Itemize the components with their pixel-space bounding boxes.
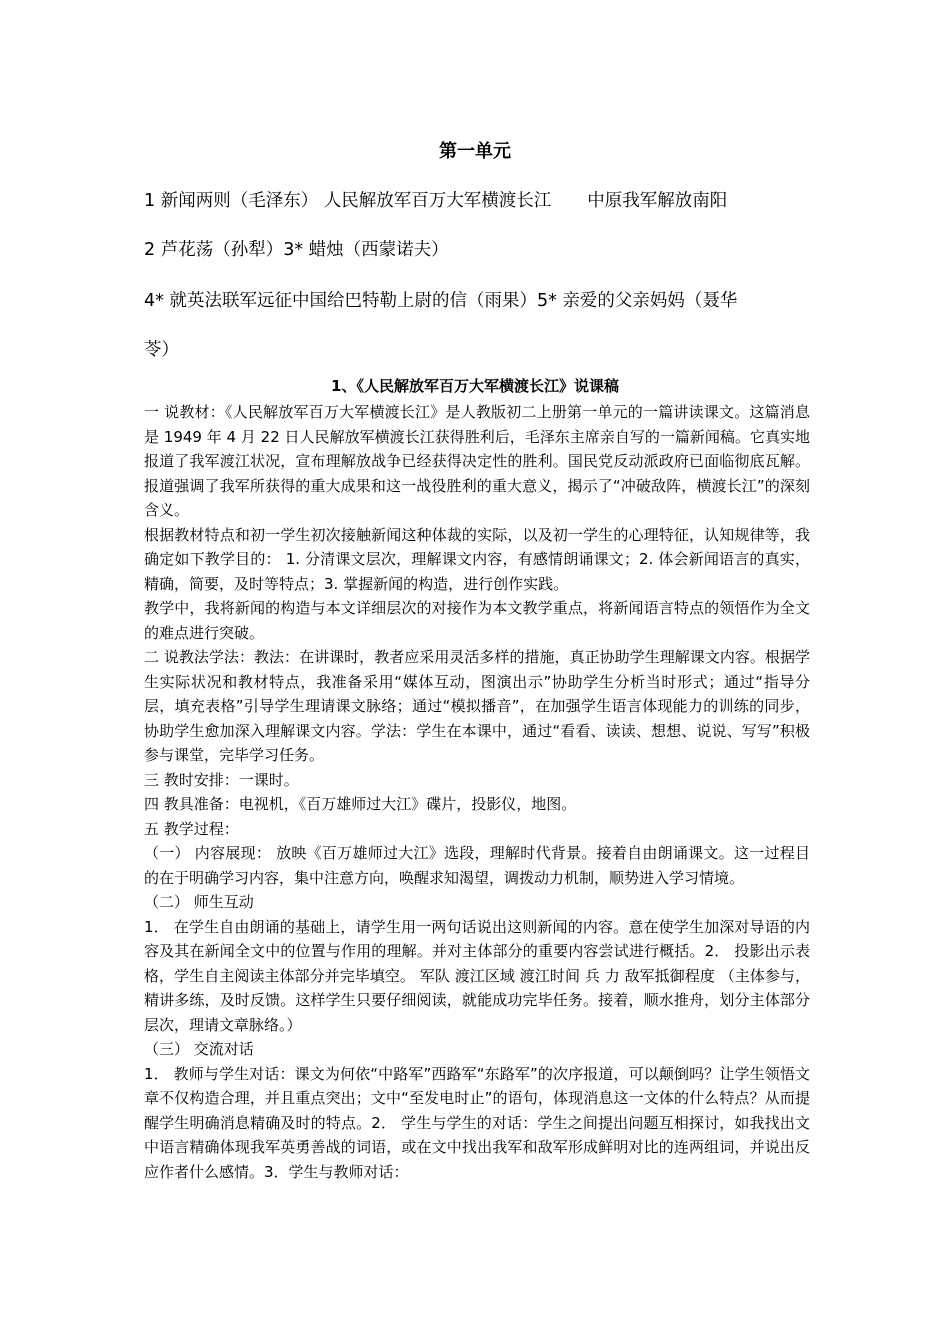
lesson-title: 1、《人民解放军百万大军横渡长江》说课稿: [331, 377, 619, 395]
toc-line-3-continued: 苓）: [144, 340, 179, 360]
paragraph-step-3: 1． 教师与学生对话：课文为何依“中路军”西路军“东路军”的次序报道，可以颠倒吗？让学生领悟文章不仅构造合理，并且重点突出；文中“至发电时止”的语句，体现消息这一文体的什么特点？从而提醒学生明确消息精确及时的特点。2． 学生与学生的对话：学生之间提出问题互相探讨，如我找出文中语言精确体现我军英勇善战的词语，或在文中找出我军和敌军形成鲜明对比的连两组词，并说出反应作者什么感情。3．学生与教师对话：: [144, 1064, 810, 1181]
toc-line-1: [144, 188, 824, 214]
paragraph-methods: 二 说教法学法：教法：在讲课时，教者应采用灵活多样的措施，真正协助学生理解课文内容。根据学生实际状况和教材特点，我准备采用“媒体互动，图演出示”协助学生分析当时形式；通过“指导分层，填充表格”引导学生理请课文脉络；通过“模拟播音”，在加强学生语言体现能力的训练的同步，协助学生愈加深入理解课文内容。学法：学生在本课中，通过“看看、读读、想想、说说、写写”积极参与课堂，完毕学习任务。: [144, 648, 810, 764]
paragraph-time: 三 教时安排：一课时。: [144, 770, 299, 789]
toc-line-3: 4* 就英法联军远征中国给巴特勒上尉的信（雨果）5* 亲爱的父亲妈妈（聂华: [144, 291, 738, 311]
toc-line-2: 2 芦花荡（孙犁）3* 蜡烛（西蒙诺夫）: [144, 240, 449, 260]
toc-item-1: 1 新闻两则（毛泽东） 人民解放军百万大军横渡长江: [144, 191, 552, 211]
paragraph-goals: 根据教材特点和初一学生初次接触新闻这种体裁的实际，以及初一学生的心理特征，认知规律等，我确定如下教学目的： 1. 分清课文层次，理解课文内容，有感情朗诵课文；2. 体会新闻语言的真实，精确，简要，及时等特点；3. 掌握新闻的构造，进行创作实践。: [144, 525, 810, 593]
lesson-body: [144, 400, 810, 1184]
unit-title: 第一单元: [439, 141, 511, 162]
paragraph-textbook: 一 说教材：《人民解放军百万大军横渡长江》是人教版初二上册第一单元的一篇讲读课文。这篇消息是 1949 年 4 月 22 日人民解放军横渡长江获得胜利后，毛泽东主席亲自写的一篇新闻稿。它真实地报道了我军渡江状况，宣布理解放战争已经获得决定性的胜利。国民党反动派政府已面临彻底瓦解。报道强调了我军所获得的重大成果和这一战役胜利的重大意义，揭示了“冲破敌阵，横渡长江”的深刻含义。: [144, 403, 810, 519]
toc-item-1b: 中原我军解放南阳: [587, 191, 728, 211]
paragraph-step-2: 1． 在学生自由朗诵的基础上，请学生用一两句话说出这则新闻的内容。意在使学生加深对导语的内容及其在新闻全文中的位置与作用的理解。并对主体部分的重要内容尝试进行概括。2． 投影出示表格，学生自主阅读主体部分并完毕填空。 军队 渡江区域 渡江时间 兵 力 敌军抵御程度 （主体参与，精讲多练，及时反馈。这样学生只要仔细阅读，就能成功完毕任务。接着，顺水推舟，划分主体部分层次，理请文章脉络。）: [144, 917, 810, 1034]
paragraph-tools: 四 教具准备：电视机，《百万雄师过大江》碟片，投影仪，地图。: [144, 795, 577, 813]
paragraph-process-heading: 五 教学过程：: [144, 819, 239, 838]
paragraph-step-3-heading: （三） 交流对话: [144, 1040, 254, 1058]
paragraph-step-1: （一） 内容展现： 放映《百万雄师过大江》选段，理解时代背景。接着自由朗诵课文。这一过程目的在于明确学习内容，集中注意方向，唤醒求知渴望，调拨动力机制，顺势进入学习情境。: [144, 844, 810, 887]
paragraph-focus: 教学中，我将新闻的构造与本文详细层次的对接作为本文教学重点，将新闻语言特点的领悟作为全文的难点进行突破。: [144, 599, 810, 642]
paragraph-step-2-heading: （二） 师生互动: [144, 893, 254, 911]
